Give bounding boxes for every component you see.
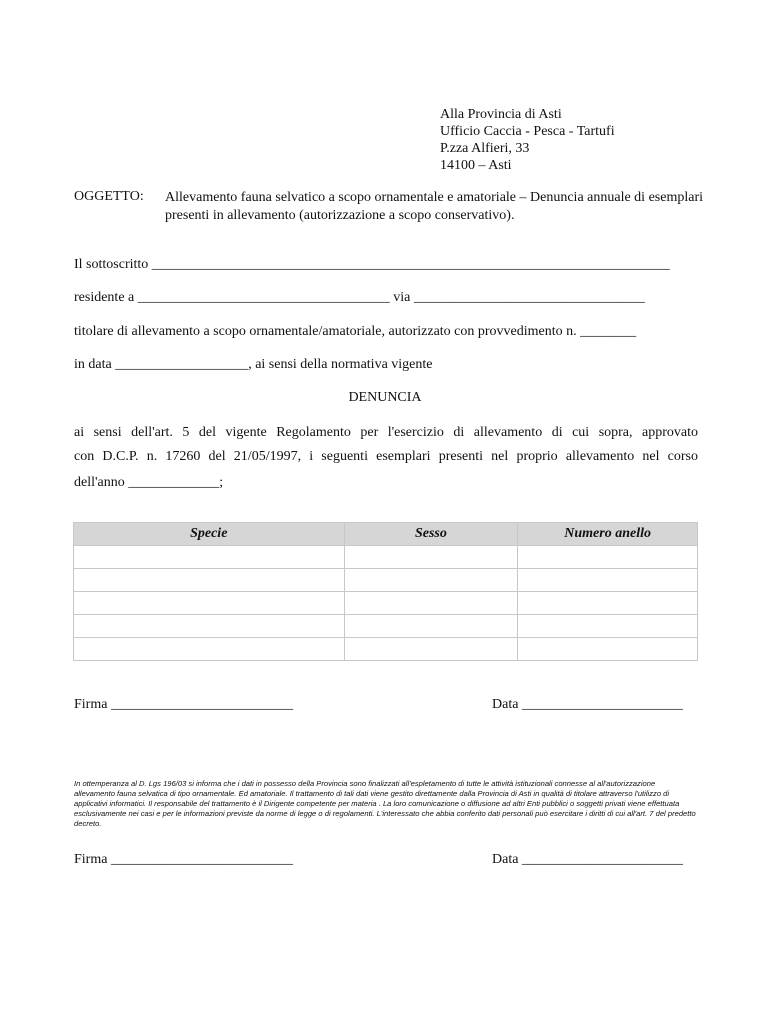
table-row [74,615,698,638]
table-cell[interactable] [74,546,345,569]
table-cell[interactable] [518,638,698,661]
table-cell[interactable] [74,638,345,661]
privacy-notice: In ottemperanza al D. Lgs 196/03 si informa che i dati in possesso della Provincia sono finalizzati all'espletamento di tutte le attività istituzionali connesse al all'autorizzazione allevamento fauna selvatica di tipo ornamentale. Ed amatoriale. Il trattamento di tali dati viene gestito direttamente dalla Provincia di Asti in qualità di titolare attraverso l'utilizzo di applicativi informatici. Il responsabile del trattamento è il Dirigente competente per materia . La loro comunicazione o diffusione ad altri Enti pubblici o soggetti privati viene effettuata esclusivamente nei casi e per le informazioni previste da norme di legge o di regolamenti. L'interessato che abbia conferito dati personali può esercitare i diritti di cui all'art. 7 del predetto decreto. [74,779,696,828]
body-line-2: con D.C.P. n. 17260 del 21/05/1997, i seguenti esemplari presenti nel proprio allevamento nel corso [74,449,698,464]
recipient-line-1: Alla Provincia di Asti [440,107,562,122]
recipient-line-3: P.zza Alfieri, 33 [440,141,530,156]
table-cell[interactable] [344,638,518,661]
table-cell[interactable] [518,569,698,592]
table-cell[interactable] [344,569,518,592]
table-row [74,546,698,569]
table-row [74,638,698,661]
table-cell[interactable] [344,615,518,638]
table-cell[interactable] [518,615,698,638]
body-line-1: ai sensi dell'art. 5 del vigente Regolamento per l'esercizio di allevamento di cui sopra, approvato [74,425,698,440]
table-cell[interactable] [518,592,698,615]
subject-label: OGGETTO: [74,189,144,204]
titolare-field[interactable]: titolare di allevamento a scopo ornamentale/amatoriale, autorizzato con provvedimento n. ________ [74,324,637,339]
table-cell[interactable] [74,569,345,592]
specimens-table [73,522,698,661]
firma-field-2[interactable]: Firma __________________________ [74,852,293,867]
table-row [74,569,698,592]
table-cell[interactable] [74,615,345,638]
subject-text: Allevamento fauna selvatico a scopo ornamentale e amatoriale – Denuncia annuale di esemplari presenti in allevamento (autorizzazione a scopo conservativo). [165,190,703,223]
residente-field[interactable]: residente a ____________________________________ via _________________________________ [74,290,645,305]
table-row [74,592,698,615]
recipient-address [440,106,615,174]
column-header-sesso: Sesso [344,523,518,546]
document-heading: DENUNCIA [348,390,422,405]
column-header-numero-anello: Numero anello [518,523,698,546]
table-cell[interactable] [344,592,518,615]
recipient-line-2: Ufficio Caccia - Pesca - Tartufi [440,124,615,139]
table-cell[interactable] [74,592,345,615]
data-field-1[interactable]: Data _______________________ [492,697,683,712]
anno-field[interactable]: dell'anno _____________; [74,475,224,490]
data-field-2[interactable]: Data _______________________ [492,852,683,867]
column-header-specie: Specie [74,523,345,546]
table-cell[interactable] [518,546,698,569]
sottoscritto-field[interactable]: Il sottoscritto __________________________________________________________________________ [74,257,670,272]
firma-field-1[interactable]: Firma __________________________ [74,697,293,712]
in-data-field[interactable]: in data ___________________, ai sensi della normativa vigente [74,357,433,372]
table-cell[interactable] [344,546,518,569]
table-header-row [74,523,698,546]
recipient-line-4: 14100 – Asti [440,158,512,173]
